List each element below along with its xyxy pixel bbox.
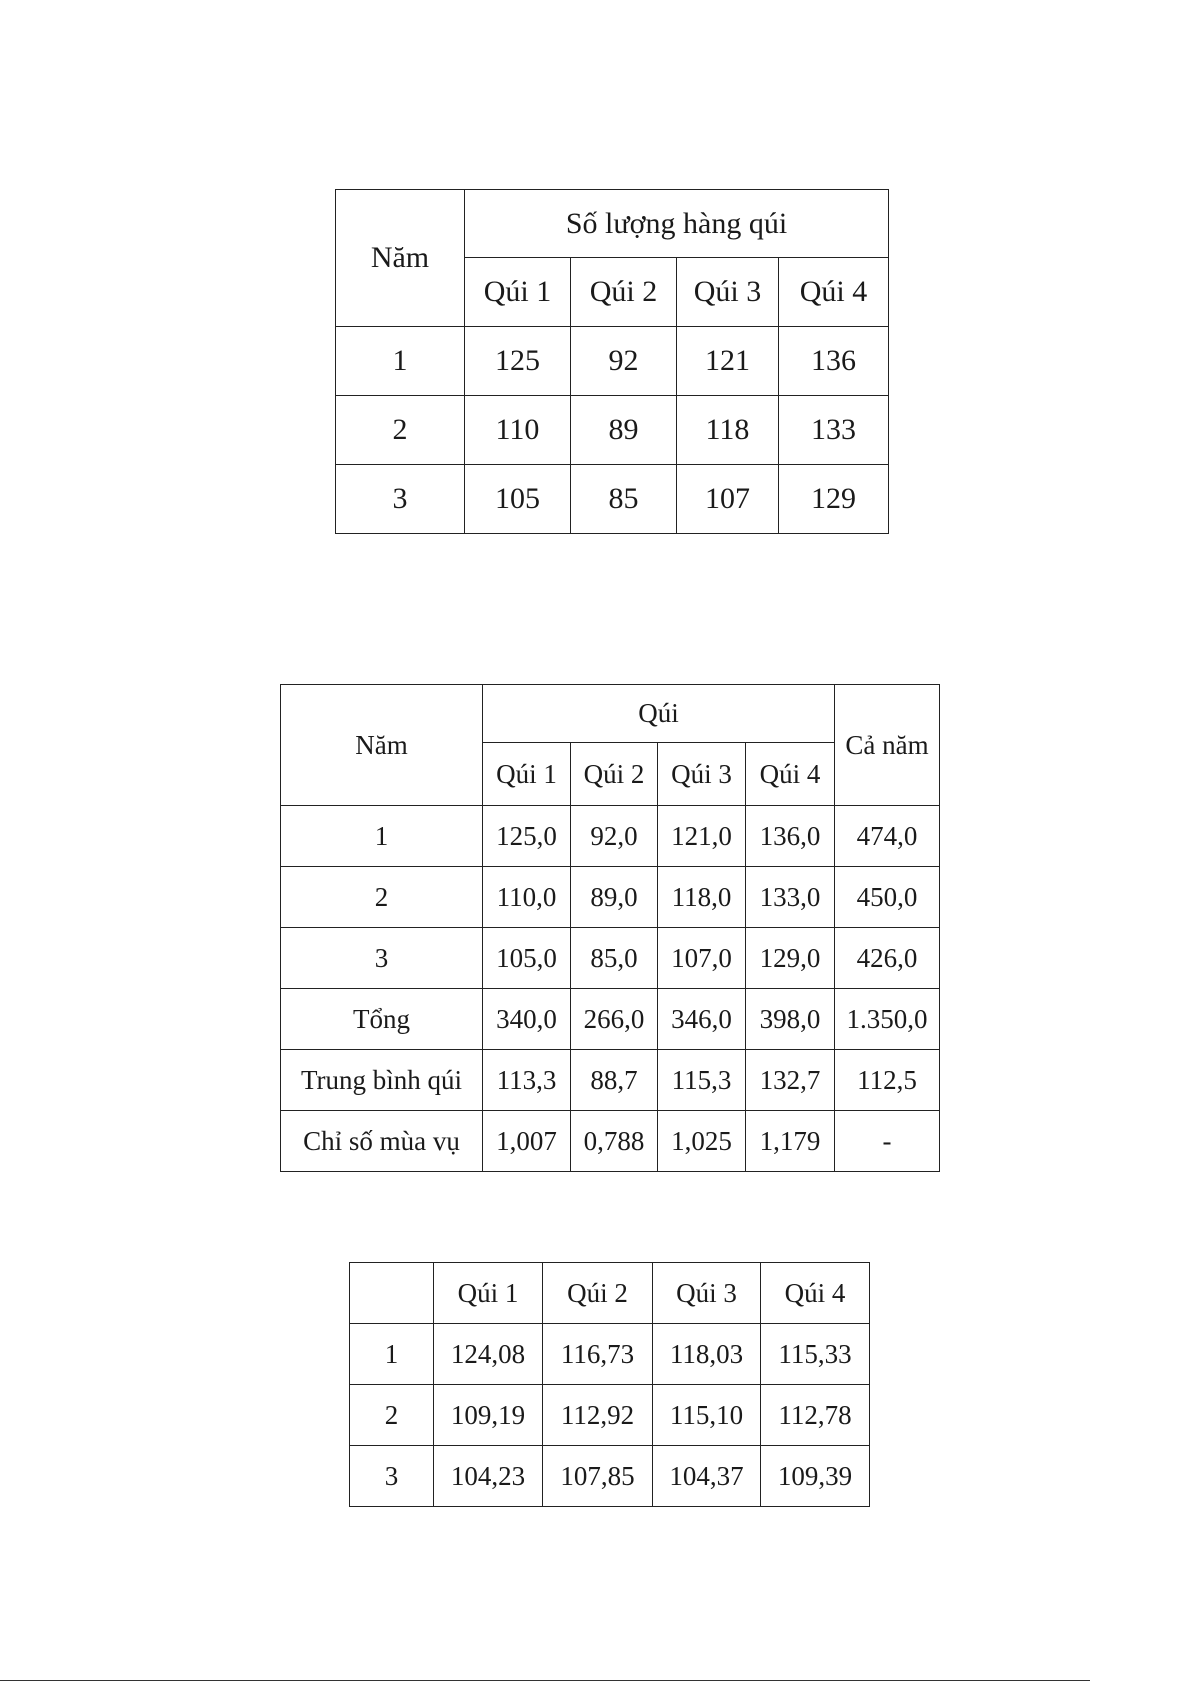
value-cell: 92,0 (571, 806, 658, 867)
value-cell: 115,10 (653, 1385, 761, 1446)
quarter-header: Qúi 1 (434, 1263, 543, 1324)
year-cell: 1 (336, 327, 465, 396)
value-cell: 1,025 (658, 1111, 746, 1172)
row-label: Chỉ số mùa vụ (281, 1111, 483, 1172)
full-year-header: Cả năm (835, 685, 940, 806)
table-row (281, 867, 940, 928)
table-row (350, 1446, 870, 1507)
value-cell: 129 (779, 465, 889, 534)
year-cell: 2 (350, 1385, 434, 1446)
seasonal-index-table (280, 684, 940, 1172)
header-row (350, 1263, 870, 1324)
quarter-header: Qúi 3 (658, 743, 746, 806)
quarter-header: Qúi 4 (746, 743, 835, 806)
year-cell: 3 (336, 465, 465, 534)
table-row (281, 928, 940, 989)
value-cell: 109,19 (434, 1385, 543, 1446)
value-cell: 1,007 (483, 1111, 571, 1172)
row-label: 3 (281, 928, 483, 989)
value-cell: 107,85 (543, 1446, 653, 1507)
total-cell: 1.350,0 (835, 989, 940, 1050)
total-cell: 426,0 (835, 928, 940, 989)
value-cell: 113,3 (483, 1050, 571, 1111)
value-cell: 340,0 (483, 989, 571, 1050)
value-cell: 133,0 (746, 867, 835, 928)
value-cell: 110 (465, 396, 571, 465)
year-cell: 2 (336, 396, 465, 465)
value-cell: 105,0 (483, 928, 571, 989)
table-row (281, 1050, 940, 1111)
year-header: Năm (281, 685, 483, 806)
quarter-header: Qúi 1 (465, 258, 571, 327)
value-cell: 133 (779, 396, 889, 465)
value-cell: 266,0 (571, 989, 658, 1050)
value-cell: 104,23 (434, 1446, 543, 1507)
value-cell: 89 (571, 396, 677, 465)
total-cell: 474,0 (835, 806, 940, 867)
quarter-header: Qúi 4 (761, 1263, 870, 1324)
year-cell: 3 (350, 1446, 434, 1507)
quarter-header: Qúi 2 (571, 258, 677, 327)
table-row (350, 1385, 870, 1446)
quantity-group-header: Số lượng hàng qúi (465, 190, 889, 258)
quarterly-quantity-table (335, 189, 889, 534)
value-cell: 88,7 (571, 1050, 658, 1111)
value-cell: 110,0 (483, 867, 571, 928)
value-cell: 104,37 (653, 1446, 761, 1507)
value-cell: 121,0 (658, 806, 746, 867)
value-cell: 85 (571, 465, 677, 534)
value-cell: 136,0 (746, 806, 835, 867)
quarter-header: Qúi 3 (677, 258, 779, 327)
table-row (281, 989, 940, 1050)
value-cell: 124,08 (434, 1324, 543, 1385)
value-cell: 118,0 (658, 867, 746, 928)
table-row (336, 465, 889, 534)
value-cell: 107,0 (658, 928, 746, 989)
row-label: Trung bình qúi (281, 1050, 483, 1111)
row-label: 2 (281, 867, 483, 928)
row-label: 1 (281, 806, 483, 867)
value-cell: 107 (677, 465, 779, 534)
total-cell: 112,5 (835, 1050, 940, 1111)
value-cell: 125 (465, 327, 571, 396)
quarter-header: Qúi 4 (779, 258, 889, 327)
table-row (336, 327, 889, 396)
value-cell: 125,0 (483, 806, 571, 867)
value-cell: 118 (677, 396, 779, 465)
value-cell: 109,39 (761, 1446, 870, 1507)
year-cell: 1 (350, 1324, 434, 1385)
value-cell: 116,73 (543, 1324, 653, 1385)
value-cell: 398,0 (746, 989, 835, 1050)
value-cell: 112,92 (543, 1385, 653, 1446)
value-cell: 1,179 (746, 1111, 835, 1172)
quarter-header: Qúi 2 (571, 743, 658, 806)
total-cell: 450,0 (835, 867, 940, 928)
table-row (281, 806, 940, 867)
quarter-group-header: Qúi (483, 685, 835, 743)
row-label: Tổng (281, 989, 483, 1050)
value-cell: 115,3 (658, 1050, 746, 1111)
value-cell: 85,0 (571, 928, 658, 989)
value-cell: 92 (571, 327, 677, 396)
value-cell: 112,78 (761, 1385, 870, 1446)
adjusted-values-table (349, 1262, 870, 1507)
quarter-header: Qúi 3 (653, 1263, 761, 1324)
table-row (336, 396, 889, 465)
page-bottom-rule (0, 1680, 1090, 1681)
quarter-header: Qúi 2 (543, 1263, 653, 1324)
total-cell: - (835, 1111, 940, 1172)
value-cell: 121 (677, 327, 779, 396)
table-row (350, 1324, 870, 1385)
empty-corner-cell (350, 1263, 434, 1324)
quarter-header: Qúi 1 (483, 743, 571, 806)
value-cell: 89,0 (571, 867, 658, 928)
value-cell: 0,788 (571, 1111, 658, 1172)
value-cell: 115,33 (761, 1324, 870, 1385)
value-cell: 132,7 (746, 1050, 835, 1111)
value-cell: 136 (779, 327, 889, 396)
value-cell: 129,0 (746, 928, 835, 989)
year-header: Năm (336, 190, 465, 327)
value-cell: 105 (465, 465, 571, 534)
value-cell: 346,0 (658, 989, 746, 1050)
table-row (281, 1111, 940, 1172)
value-cell: 118,03 (653, 1324, 761, 1385)
